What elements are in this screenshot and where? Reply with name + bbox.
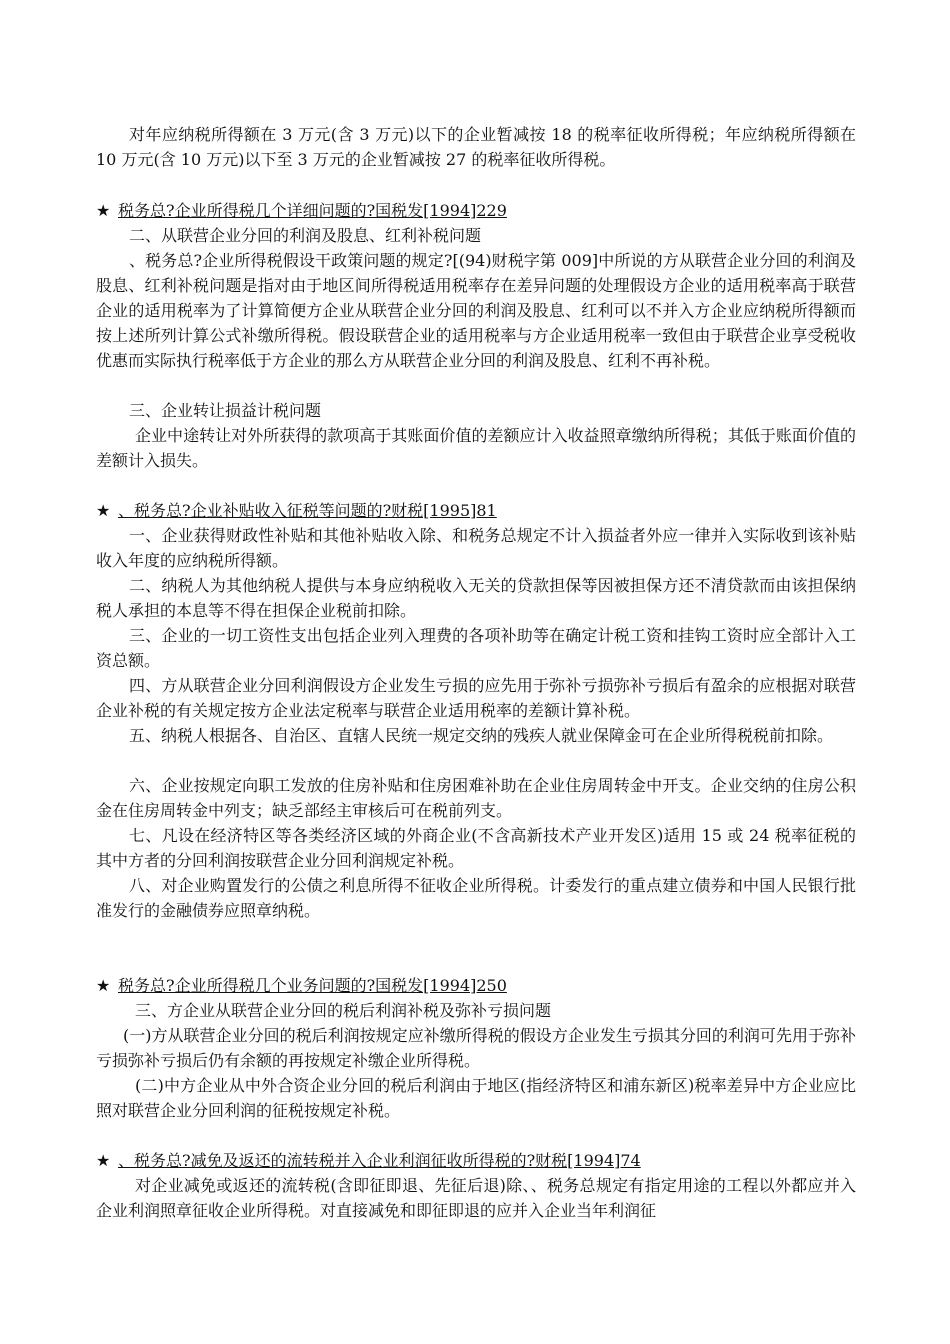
star-icon: ★ [96, 501, 111, 520]
section-heading [96, 198, 856, 223]
section-paragraph: 三、方企业从联营企业分回的税后利润补税及弥补亏损问题 [135, 1001, 552, 1020]
section-title: 、税务总?企业补贴收入征税等问题的?财税[1995]81 [118, 501, 497, 520]
section-paragraph: 、税务总?企业所得税假设干政策问题的规定?[(94)财税字第 009]中所说的方从联营企业分回的利润及股息、红利补税问题是指对由于地区间所得税适用税率存在差异问题的处理假设方企业的适用税率高于联营企业的适用税率为了计算简便方企业从联营企业分回的利润及股息、红利可以不并入方企业应纳税所得额而按上述所列计算公式补缴所得税。假设联营企业的适用税率与方企业适用税率一致但由于联营企业享受税收优惠而实际执行税率低于方企业的那么方从联营企业分回的利润及股息、红利不再补税。 [96, 251, 856, 370]
section-paragraph: 企业中途转让对外所获得的款项高于其账面价值的差额应计入收益照章缴纳所得税；其低于账面价值的差额计入损失。 [96, 426, 856, 470]
section-paragraph: 六、企业按规定向职工发放的住房补贴和住房困难补助在企业住房周转金中开支。企业交纳的住房公积金在住房周转金中列支；缺乏部经主审核后可在税前列支。 [96, 776, 856, 820]
star-icon: ★ [96, 1151, 111, 1170]
section-paragraph: 四、方从联营企业分回利润假设方企业发生亏损的应先用于弥补亏损弥补亏损后有盈余的应根据对联营企业补税的有关规定按方企业法定税率与联营企业适用税率的差额计算补税。 [96, 676, 856, 720]
section-paragraph: 三、企业转让损益计税问题 [129, 401, 322, 420]
section-paragraph: (二)中方企业从中外合资企业分回的税后利润由于地区(指经济特区和浦东新区)税率差异中方企业应比照对联营企业分回利润的征税按规定补税。 [96, 1076, 856, 1120]
star-icon: ★ [96, 201, 111, 220]
section-title: 税务总?企业所得税几个详细问题的?国税发[1994]229 [118, 201, 507, 220]
section-title: 税务总?企业所得税几个业务问题的?国税发[1994]250 [118, 976, 507, 995]
section-heading [96, 1148, 856, 1173]
section-paragraph: 八、对企业购置发行的公债之利息所得不征收企业所得税。计委发行的重点建立债券和中国人民银行批准发行的金融债券应照章纳税。 [96, 876, 856, 920]
section-heading [96, 973, 856, 998]
section-paragraph: (一)方从联营企业分回的税后利润按规定应补缴所得税的假设方企业发生亏损其分回的利润可先用于弥补亏损弥补亏损后仍有余额的再按规定补缴企业所得税。 [96, 1026, 856, 1070]
section-paragraph: 二、纳税人为其他纳税人提供与本身应纳税收入无关的贷款担保等因被担保方还不清贷款而由该担保纳税人承担的本息等不得在担保企业税前扣除。 [96, 576, 856, 620]
section-paragraph: 一、企业获得财政性补贴和其他补贴收入除、和税务总规定不计入损益者外应一律并入实际收到该补贴收入年度的应纳税所得额。 [96, 526, 856, 570]
section-paragraph: 二、从联营企业分回的利润及股息、红利补税问题 [129, 226, 482, 245]
section-title: 、税务总?减免及返还的流转税并入企业利润征收所得税的?财税[1994]74 [118, 1151, 641, 1170]
section-paragraph: 对企业减免或返还的流转税(含即征即退、先征后退)除、、税务总规定有指定用途的工程以外都应并入企业利润照章征收企业所得税。对直接减免和即征即退的应并入企业当年利润征 [96, 1176, 856, 1220]
section-paragraph: 五、纳税人根据各、自治区、直辖人民统一规定交纳的残疾人就业保障金可在企业所得税税前扣除。 [129, 726, 834, 745]
section-heading [96, 498, 856, 523]
section-paragraph: 三、企业的一切工资性支出包括企业列入理费的各项补助等在确定计税工资和挂钩工资时应全部计入工资总额。 [96, 626, 856, 670]
star-icon: ★ [96, 976, 111, 995]
intro-paragraph: 对年应纳税所得额在 3 万元(含 3 万元)以下的企业暂减按 18 的税率征收所得税；年应纳税所得额在 10 万元(含 10 万元)以下至 3 万元的企业暂减按 27 的税率征收所得税。 [96, 125, 856, 169]
section-paragraph: 七、凡设在经济特区等各类经济区域的外商企业(不含高新技术产业开发区)适用 15 或 24 税率征税的其中方者的分回利润按联营企业分回利润规定补税。 [96, 826, 856, 870]
